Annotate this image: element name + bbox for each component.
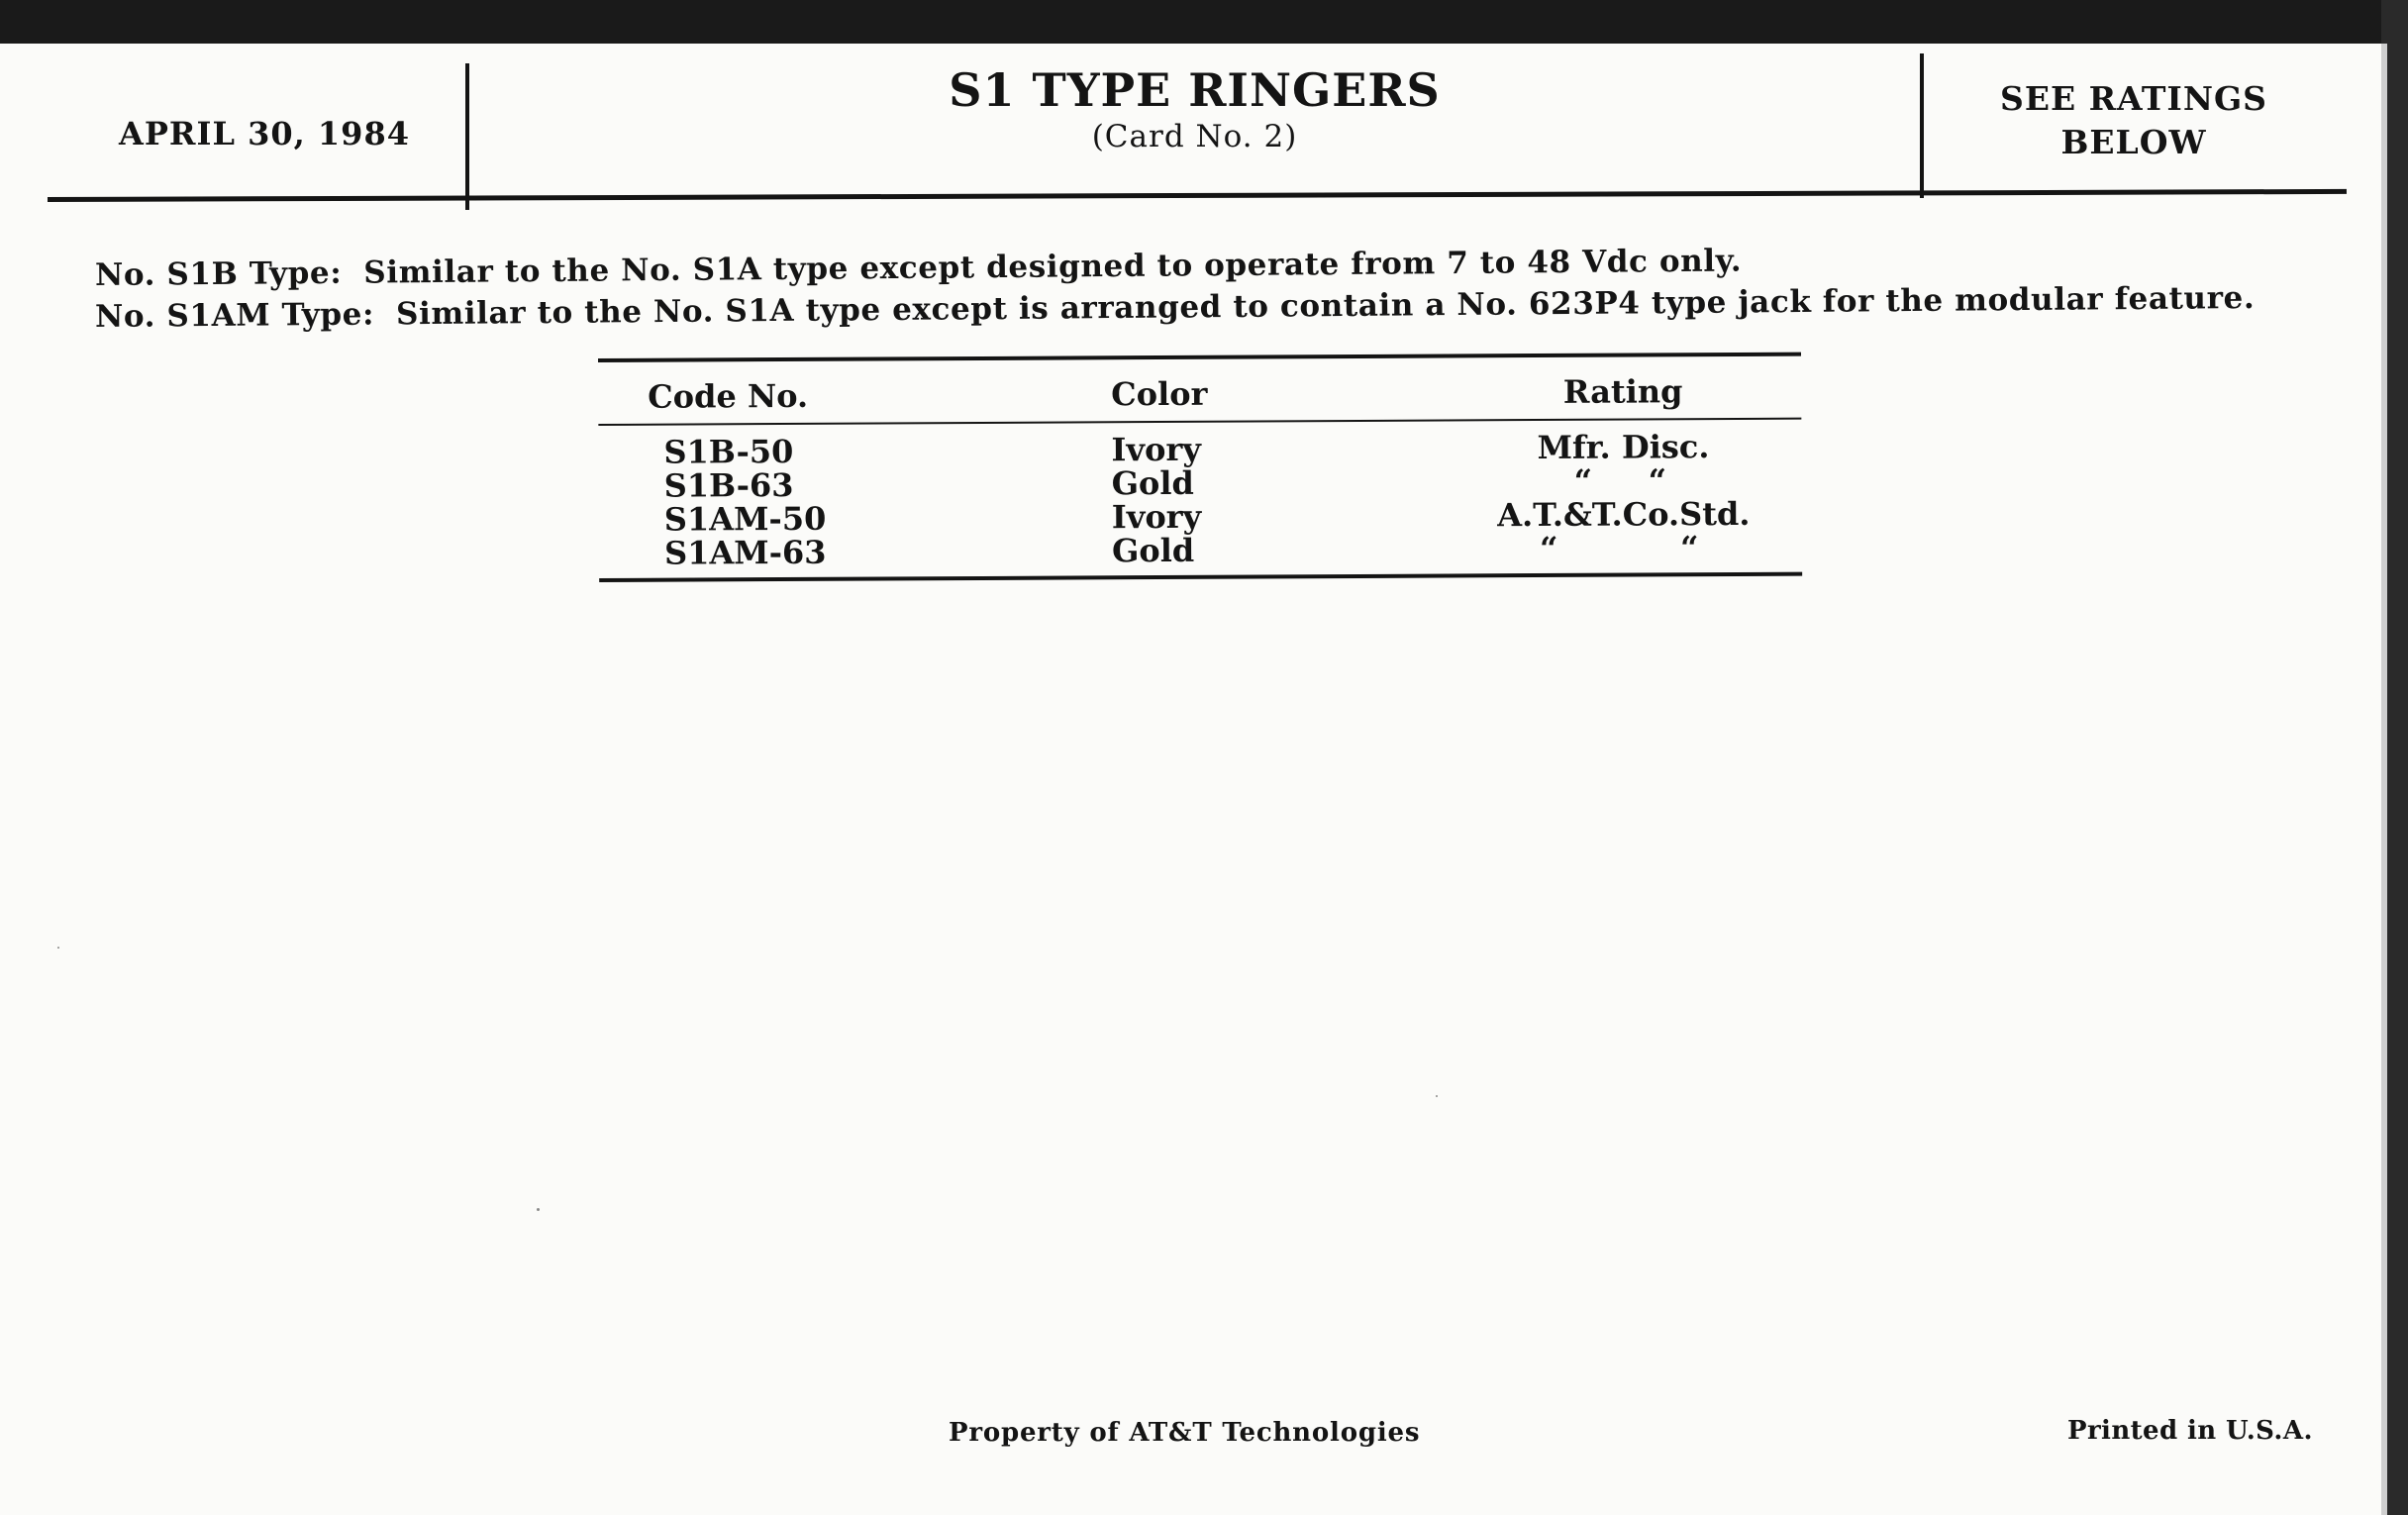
table-header-rule (598, 418, 1801, 426)
description-s1b (95, 243, 1742, 293)
cell-code: S1B-50 (663, 432, 794, 471)
paper-speck (57, 947, 59, 949)
paper-speck (537, 1208, 540, 1211)
description-label: No. S1AM Type: (94, 296, 375, 335)
cell-rating-ditto: “ (1573, 461, 1593, 500)
cell-color: Ivory (1111, 430, 1201, 469)
ratings-note-line-1: SEE RATINGS (1999, 79, 2268, 118)
cell-code: S1AM-50 (663, 499, 827, 539)
catalog-card (0, 44, 2381, 1515)
ratings-note-line-2: BELOW (2060, 123, 2207, 161)
footer-printed: Printed in U.S.A. (2067, 1416, 2313, 1446)
column-header-color: Color (1111, 374, 1208, 414)
card-edge-shadow (2381, 44, 2387, 1515)
cell-rating-ditto: “ (1648, 461, 1667, 500)
cell-rating-ditto: “ (1679, 529, 1699, 567)
ratings-table (598, 353, 1802, 586)
scan-edge (2381, 0, 2408, 1515)
description-label: No. S1B Type: (94, 254, 343, 293)
card-title: S1 TYPE RINGERS (949, 63, 1441, 117)
cell-color: Ivory (1111, 497, 1202, 537)
cell-rating: A.T.&T.Co.Std. (1497, 494, 1751, 535)
cell-rating-ditto: “ (1539, 529, 1558, 568)
table-row (599, 531, 1802, 570)
cell-color: Gold (1111, 463, 1194, 503)
cell-code: S1AM-63 (663, 533, 827, 572)
cell-rating: Mfr. Disc. (1537, 428, 1710, 467)
table-top-rule (598, 353, 1801, 362)
card-date: APRIL 30, 1984 (119, 115, 410, 152)
column-header-rating: Rating (1562, 372, 1683, 411)
card-subtitle: (Card No. 2) (1091, 119, 1298, 154)
description-text: Similar to the No. S1A type except is arranged to contain a No. 623P4 type jack for the modular feature. (395, 279, 2256, 333)
column-header-code: Code No. (648, 376, 809, 416)
header-rule (48, 189, 2347, 202)
paper-speck (1436, 1095, 1438, 1097)
ratings-note (1924, 77, 2344, 164)
cell-code: S1B-63 (663, 465, 794, 505)
table-bottom-rule (599, 572, 1802, 582)
table-body (598, 430, 1802, 570)
description-text: Similar to the No. S1A type except designed to operate from 7 to 48 Vdc only. (363, 243, 1743, 291)
footer-property: Property of AT&T Technologies (949, 1418, 1421, 1448)
cell-color: Gold (1111, 531, 1195, 570)
